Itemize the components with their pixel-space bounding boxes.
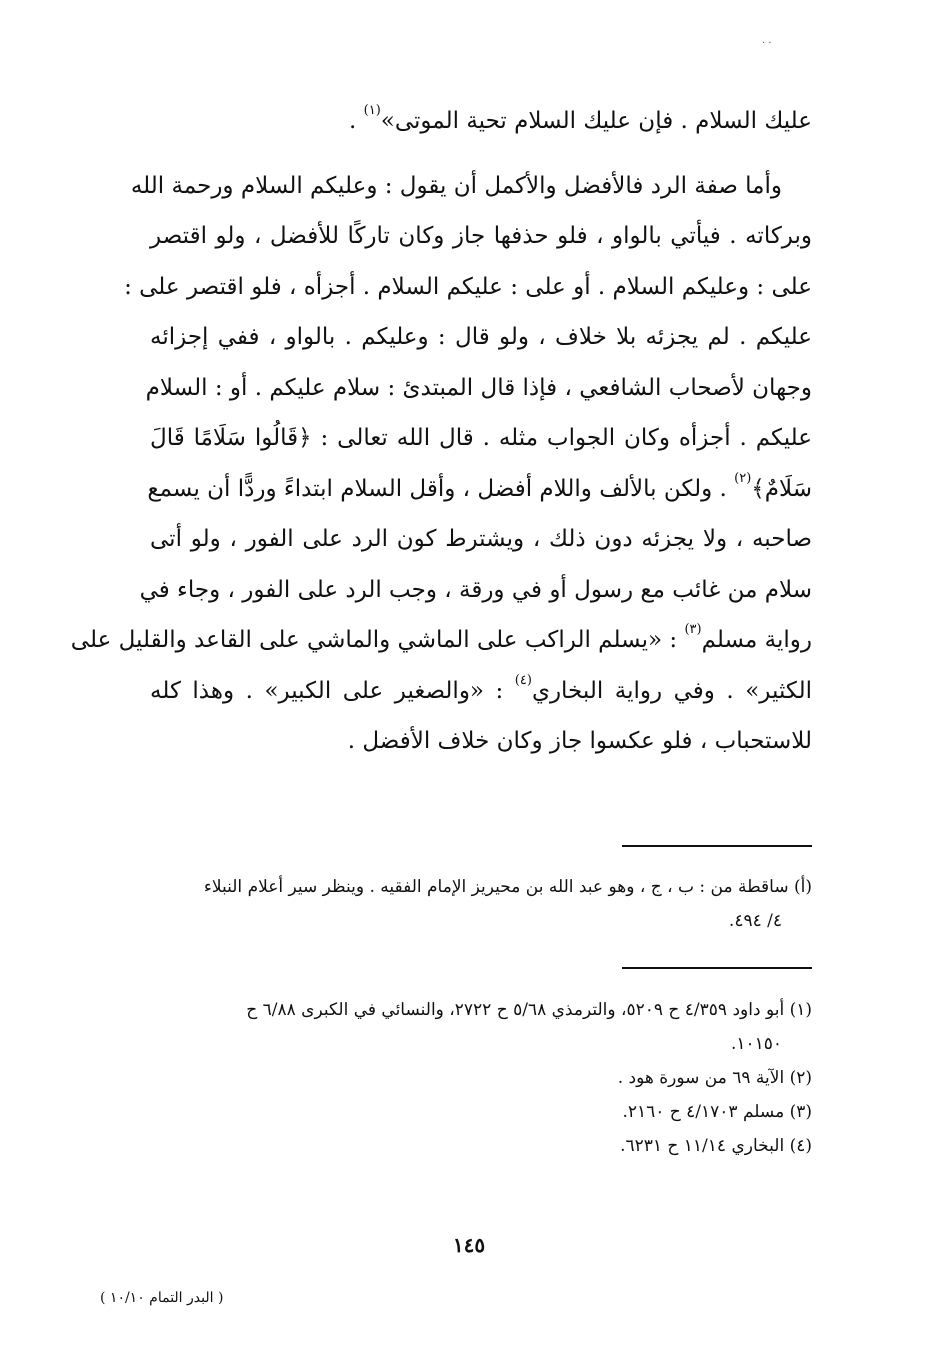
footnotes-alpha [140, 870, 812, 938]
text-line: على : وعليكم السلام . أو على : عليكم السلام . أجزأه ، فلو اقتصر على : [124, 273, 812, 300]
main-text [70, 96, 812, 767]
text-segment: : «والصغير على الكبير» . وهذا كله [150, 677, 515, 704]
text-line: سلام من غائب مع رسول أو في ورقة ، وجب الرد على الفور ، وجاء في [139, 576, 812, 603]
text-segment: رواية مسلم [701, 627, 812, 653]
text-segment: الكثير» . وفي رواية البخاري [531, 677, 812, 704]
text-line: صاحبه ، ولا يجزئه دون ذلك ، ويشترط كون الرد على الفور ، ولو أتى [150, 526, 812, 552]
text-line: وبركاته . فيأتي بالواو ، فلو حذفها جاز وكان تاركًا للأفضل ، ولو اقتصر [150, 223, 812, 249]
footnote-ref-1: (١) [363, 103, 381, 118]
footnote-1: (١) أبو داود ٤/٣٥٩ ح ٥٢٠٩، والترمذي ٥/٦٨ ح ٢٧٢٢، والنسائي في الكبرى ٦/٨٨ ح [246, 1000, 812, 1020]
scan-speck: · · [762, 38, 772, 49]
text-segment: : «يسلم الراكب على الماشي والماشي على القاعد والقليل على [70, 627, 685, 653]
text-line [70, 615, 812, 666]
text-line: للاستحباب ، فلو عكسوا جاز وكان خلاف الأفضل . [347, 728, 812, 754]
footnote-4: (٤) البخاري ١١/١٤ ح ٦٢٣١. [620, 1136, 812, 1156]
edition-mark: ( البدر التمام ١٠/١٠ ) [100, 1290, 224, 1306]
text-line [150, 96, 812, 147]
text-line: وأما صفة الرد فالأفضل والأكمل أن يقول : وعليكم السلام ورحمة الله [130, 172, 782, 199]
text-line: عليكم . لم يجزئه بلا خلاف ، ولو قال : وعليكم . بالواو ، ففي إجزائه [150, 324, 812, 350]
text-segment: . [349, 108, 364, 134]
footnotes-numbered [140, 993, 812, 1163]
quran-verse-end: سَلَامٌ﴾ [751, 475, 812, 502]
footnote-3: (٣) مسلم ٤/١٧٠٣ ح ٢١٦٠. [622, 1102, 812, 1122]
text-segment: عليك السلام . فإن عليك السلام تحية الموتى» [380, 108, 812, 134]
footnote-a-continuation: ٤/ ٤٩٤. [728, 911, 782, 931]
footnote-a: (أ) ساقطة من : ب ، ج ، وهو عبد الله بن محيريز الإمام الفقيه . وينظر سير أعلام النبلاء [203, 877, 812, 897]
footnote-ref-2: (٢) [734, 470, 752, 486]
page-number: ١٤٥ [452, 1233, 486, 1257]
footnote-1-continuation: ١٠١٥٠. [730, 1034, 782, 1054]
footnote-separator [622, 967, 812, 969]
text-segment: . ولكن بالألف واللام أفضل ، وأقل السلام ابتداءً وردًّا أن يسمع [147, 475, 735, 502]
text-line: عليكم . أجزأه وكان الجواب مثله . قال الله تعالى : ﴿قَالُوا سَلَامًا قَالَ [150, 425, 812, 451]
footnote-ref-3: (٣) [684, 622, 702, 637]
text-line [147, 464, 812, 515]
text-line [150, 666, 812, 717]
text-line: وجهان لأصحاب الشافعي ، فإذا قال المبتدئ : سلام عليكم . أو : السلام [145, 374, 812, 401]
footnote-separator [622, 845, 812, 847]
footnote-2: (٢) الآية ٦٩ من سورة هود . [617, 1068, 812, 1088]
footnote-ref-4: (٤) [514, 672, 532, 688]
paragraph-gap [150, 147, 812, 161]
